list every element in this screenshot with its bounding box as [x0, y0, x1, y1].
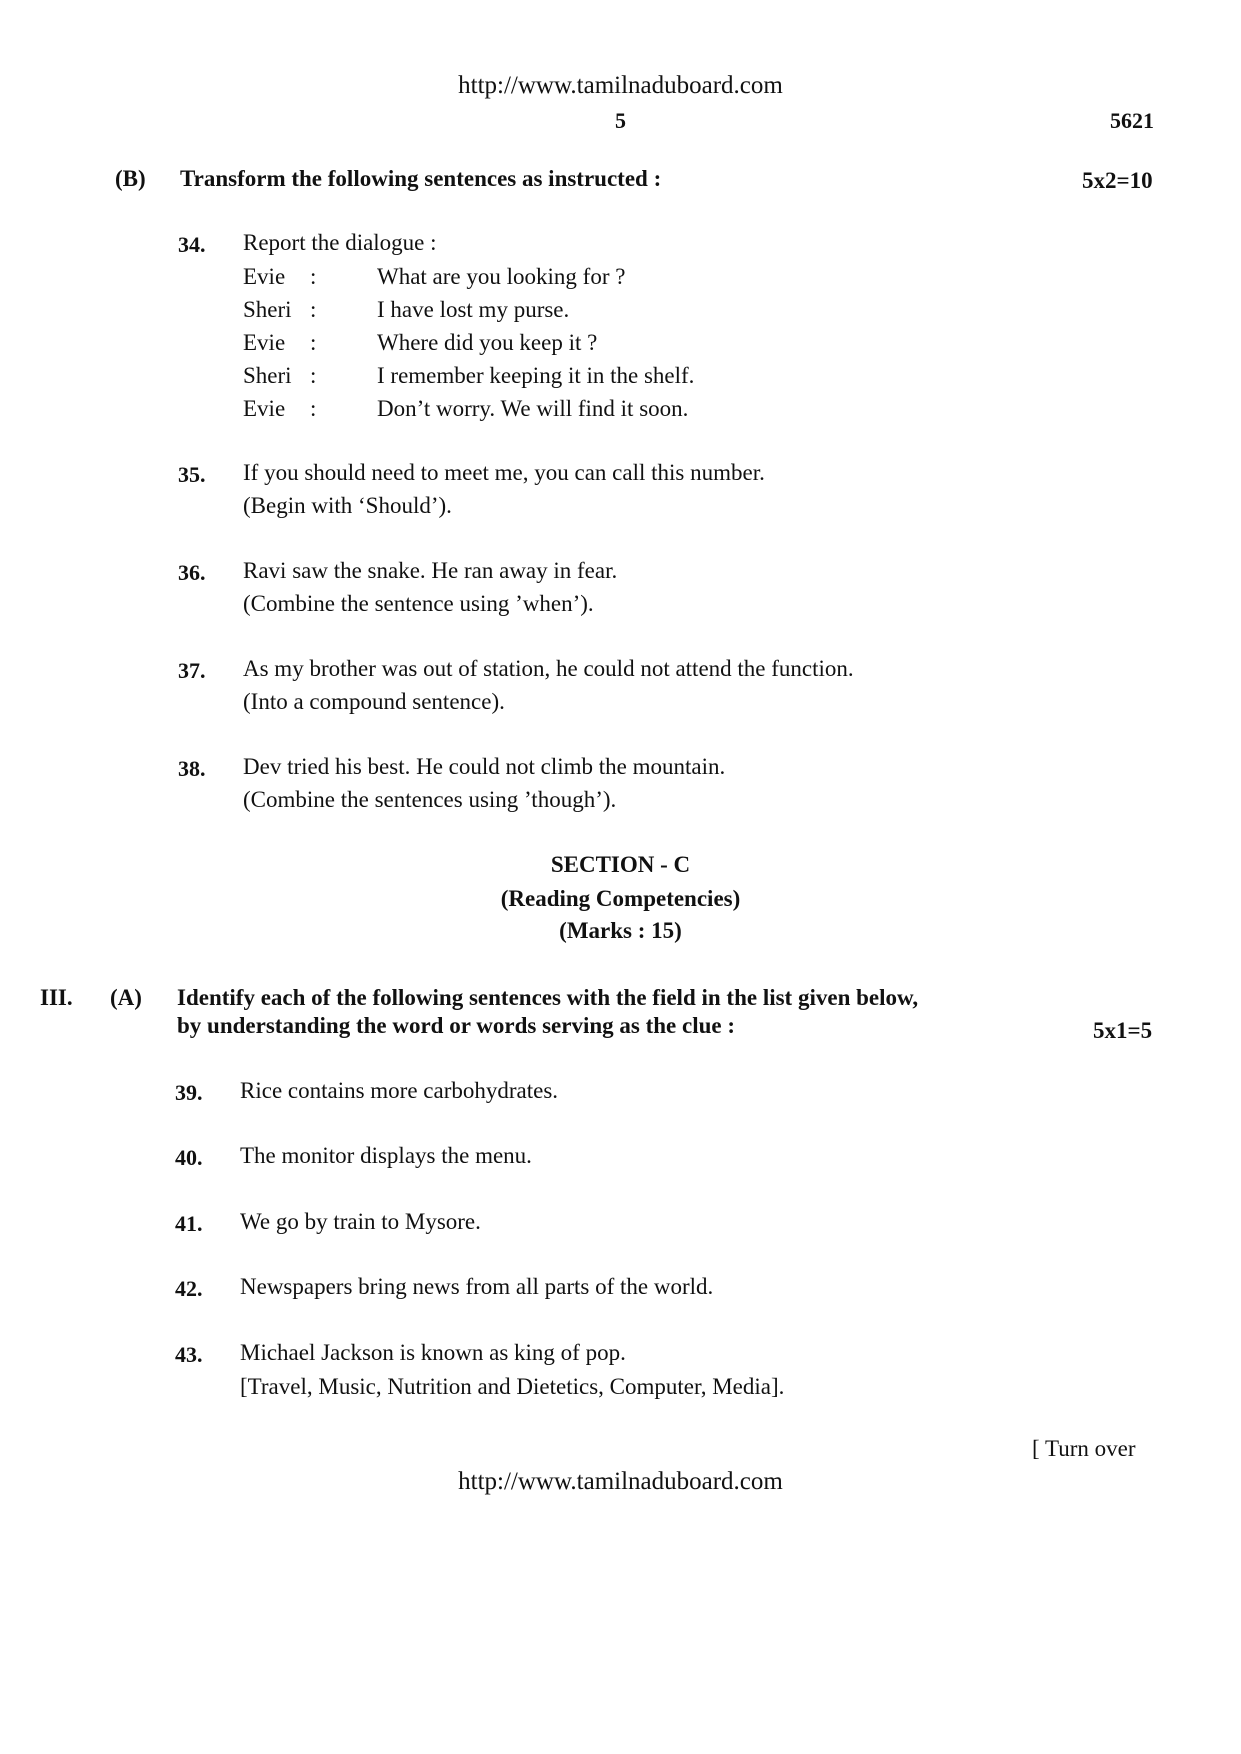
section-b-instruction: Transform the following sentences as instructed :	[180, 166, 662, 191]
dialogue-line: Don’t worry. We will find it soon.	[377, 396, 689, 421]
dialogue-separator: :	[310, 297, 317, 322]
dialogue-separator: :	[310, 330, 317, 355]
q35-line2: (Begin with ‘Should’).	[243, 493, 452, 518]
q35-line1: If you should need to meet me, you can call this number.	[243, 460, 765, 485]
section-c-subtitle: (Reading Competencies)	[500, 886, 741, 911]
paper-code: 5621	[1110, 108, 1154, 133]
header-url: http://www.tamilnaduboard.com	[458, 72, 783, 99]
dialogue-separator: :	[310, 396, 317, 421]
q36-number: 36.	[178, 560, 206, 585]
q37-line2: (Into a compound sentence).	[243, 689, 505, 714]
dialogue-line: I have lost my purse.	[377, 297, 570, 322]
dialogue-line: I remember keeping it in the shelf.	[377, 363, 695, 388]
dialogue-speaker: Evie	[243, 330, 286, 355]
section-b-marks: 5x2=10	[1082, 168, 1153, 193]
q38-number: 38.	[178, 756, 206, 781]
q37-number: 37.	[178, 658, 206, 683]
footer-url: http://www.tamilnaduboard.com	[458, 1468, 783, 1495]
q36-line2: (Combine the sentence using ’when’).	[243, 591, 594, 616]
q37-line1: As my brother was out of station, he could not attend the function.	[243, 656, 854, 681]
q42-text: Newspapers bring news from all parts of the world.	[240, 1274, 714, 1299]
dialogue-line: What are you looking for ?	[377, 264, 626, 289]
q36-line1: Ravi saw the snake. He ran away in fear.	[243, 558, 618, 583]
q39-text: Rice contains more carbohydrates.	[240, 1078, 559, 1103]
q34-prompt: Report the dialogue :	[243, 230, 437, 255]
dialogue-speaker: Sheri	[243, 363, 292, 388]
q41-number: 41.	[175, 1211, 203, 1236]
turn-over: [ Turn over	[1032, 1436, 1136, 1461]
section-c-title: SECTION - C	[550, 852, 691, 877]
q42-number: 42.	[175, 1276, 203, 1301]
q40-text: The monitor displays the menu.	[240, 1143, 532, 1168]
section-b-label: (B)	[115, 166, 146, 191]
part-instruction-line2: by understanding the word or words serving as the clue :	[177, 1013, 735, 1038]
q41-text: We go by train to Mysore.	[240, 1209, 481, 1234]
dialogue-separator: :	[310, 264, 317, 289]
part-instruction-line1: Identify each of the following sentences with the field in the list given below,	[177, 985, 919, 1010]
part-marks: 5x1=5	[1093, 1018, 1153, 1043]
dialogue-speaker: Evie	[243, 396, 286, 421]
part-roman: III.	[40, 985, 73, 1010]
section-c-marks-line: (Marks : 15)	[559, 918, 682, 943]
dialogue-speaker: Evie	[243, 264, 286, 289]
q43-text: Michael Jackson is known as king of pop.	[240, 1340, 626, 1365]
dialogue-separator: :	[310, 363, 317, 388]
q40-number: 40.	[175, 1145, 203, 1170]
q34-number: 34.	[178, 232, 206, 257]
q38-line2: (Combine the sentences using ’though’).	[243, 787, 617, 812]
q43-number: 43.	[175, 1342, 203, 1367]
field-list: [Travel, Music, Nutrition and Dietetics, Computer, Media].	[240, 1374, 785, 1399]
part-label: (A)	[110, 985, 142, 1010]
dialogue-line: Where did you keep it ?	[377, 330, 598, 355]
q35-number: 35.	[178, 462, 206, 487]
page-number: 5	[615, 108, 626, 133]
dialogue-speaker: Sheri	[243, 297, 292, 322]
q38-line1: Dev tried his best. He could not climb the mountain.	[243, 754, 726, 779]
q39-number: 39.	[175, 1080, 203, 1105]
